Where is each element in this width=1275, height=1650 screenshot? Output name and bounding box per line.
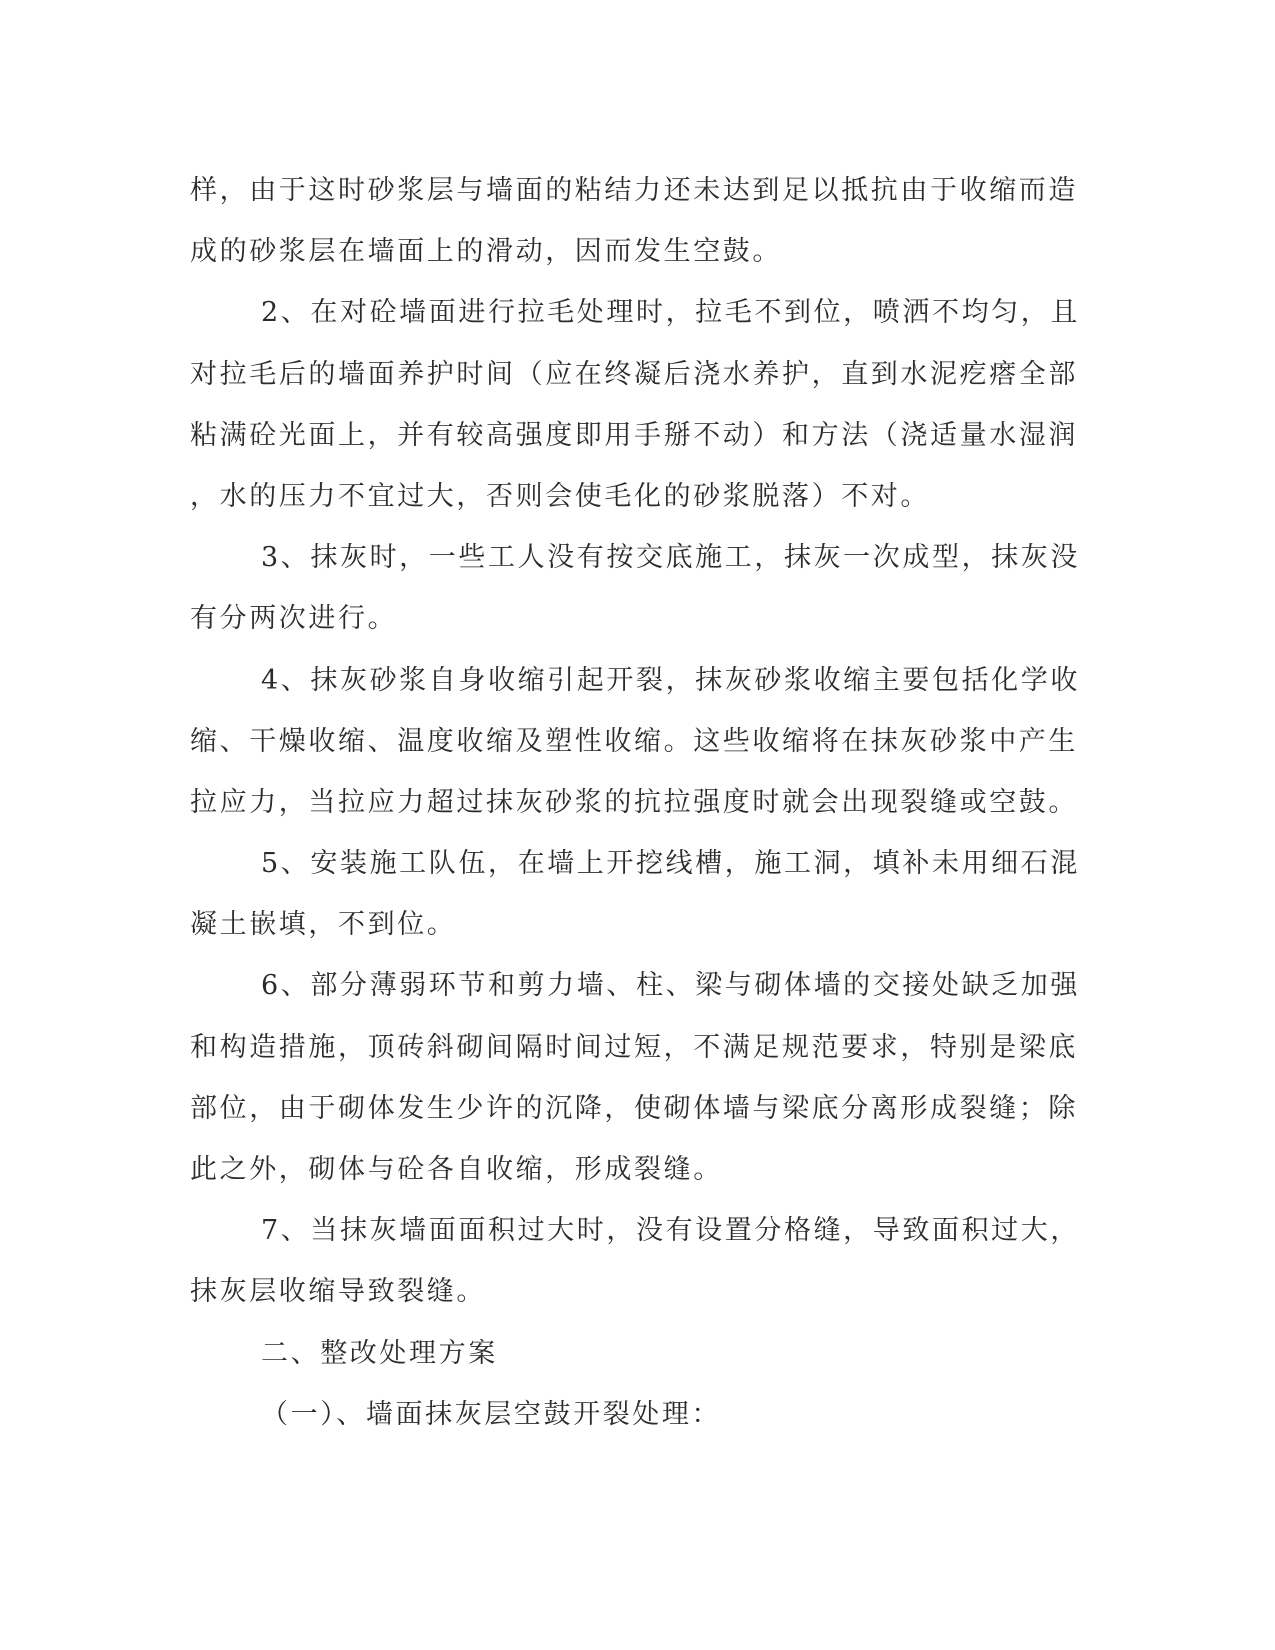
section-heading: 二、整改处理方案 [261,1337,498,1369]
text-line: 部位，由于砌体发生少许的沉降，使砌体墙与梁底分离形成裂缝；除 [190,1092,1078,1124]
text-line: 4、抹灰砂浆自身收缩引起开裂，抹灰砂浆收缩主要包括化学收 [261,664,1080,696]
text-line: 3、抹灰时，一些工人没有按交底施工，抹灰一次成型，抹灰没 [261,542,1080,574]
text-line: 缩、干燥收缩、温度收缩及塑性收缩。这些收缩将在抹灰砂浆中产生 [190,725,1078,757]
text-line: 样，由于这时砂浆层与墙面的粘结力还未达到足以抵抗由于收缩而造 [190,175,1078,206]
text-line: 凝土嵌填，不到位。 [190,909,457,941]
text-line: ，水的压力不宜过大，否则会使毛化的砂浆脱落）不对。 [190,480,930,512]
body-text [190,160,1080,1445]
text-line: 粘满砼光面上，并有较高强度即用手掰不动）和方法（浇适量水湿润 [190,419,1078,451]
text-line: 6、部分薄弱环节和剪力墙、柱、梁与砌体墙的交接处缺乏加强 [261,970,1080,1002]
text-line: 7、当抹灰墙面面积过大时，没有设置分格缝，导致面积过大， [261,1215,1080,1247]
text-line: 对拉毛后的墙面养护时间（应在终凝后浇水养护，直到水泥疙瘩全部 [190,358,1078,390]
text-line: 2、在对砼墙面进行拉毛处理时，拉毛不到位，喷洒不均匀，且 [261,297,1080,329]
text-line: 抹灰层收缩导致裂缝。 [190,1276,486,1308]
text-line: 有分两次进行。 [190,603,398,635]
text-line: 5、安装施工队伍，在墙上开挖线槽，施工洞，填补未用细石混 [261,848,1080,880]
subsection-heading: （一）、墙面抹灰层空鼓开裂处理： [261,1398,722,1430]
text-line: 拉应力，当拉应力超过抹灰砂浆的抗拉强度时就会出现裂缝或空鼓。 [190,786,1078,818]
text-line: 成的砂浆层在墙面上的滑动，因而发生空鼓。 [190,236,782,268]
text-line: 和构造措施，顶砖斜砌间隔时间过短，不满足规范要求，特别是梁底 [190,1031,1078,1063]
text-line: 此之外，砌体与砼各自收缩，形成裂缝。 [190,1154,723,1185]
